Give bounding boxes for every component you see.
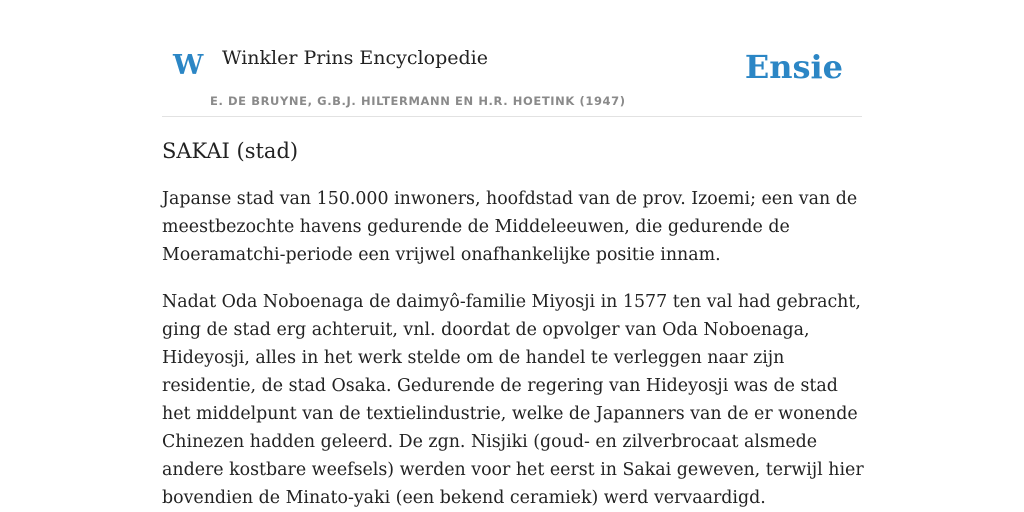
header xyxy=(162,40,862,117)
article xyxy=(162,138,866,512)
ensie-logo[interactable]: Ensie xyxy=(744,48,843,86)
article-paragraph: Japanse stad van 150.000 inwoners, hoofdstad van de prov. Izoemi; een van de meestbezochte havens gedurende de Middeleeuwen, die gedurende de Moeramatchi-periode een vrijwel onafhankelijke positie innam. xyxy=(162,189,858,266)
publication-title[interactable]: Winkler Prins Encyclopedie xyxy=(222,47,488,69)
winkler-prins-logo[interactable]: W xyxy=(173,50,204,81)
publication-authors: E. DE BRUYNE, G.B.J. HILTERMANN EN H.R. HOETINK (1947) xyxy=(210,94,626,108)
article-title: SAKAI (stad) xyxy=(162,139,299,163)
article-paragraph: Nadat Oda Noboenaga de daimyô-familie Miyosji in 1577 ten val had gebracht, ging de stad erg achteruit, vnl. doordat de opvolger van Oda Noboenaga, Hideyosji, alles in het werk stelde om de handel te verleggen naar zijn residentie, de stad Osaka. Gedurende de regering van Hideyosji was de stad het middelpunt van de textielindustrie, welke de Japanners van de er wonende Chinezen hadden geleerd. De zgn. Nisjiki (goud- en zilverbrocaat alsmede andere kostbare weefsels) werden voor het eerst in Sakai geweven, terwijl hier bovendien de Minato-yaki (een bekend ceramiek) werd vervaardigd. xyxy=(162,292,864,509)
